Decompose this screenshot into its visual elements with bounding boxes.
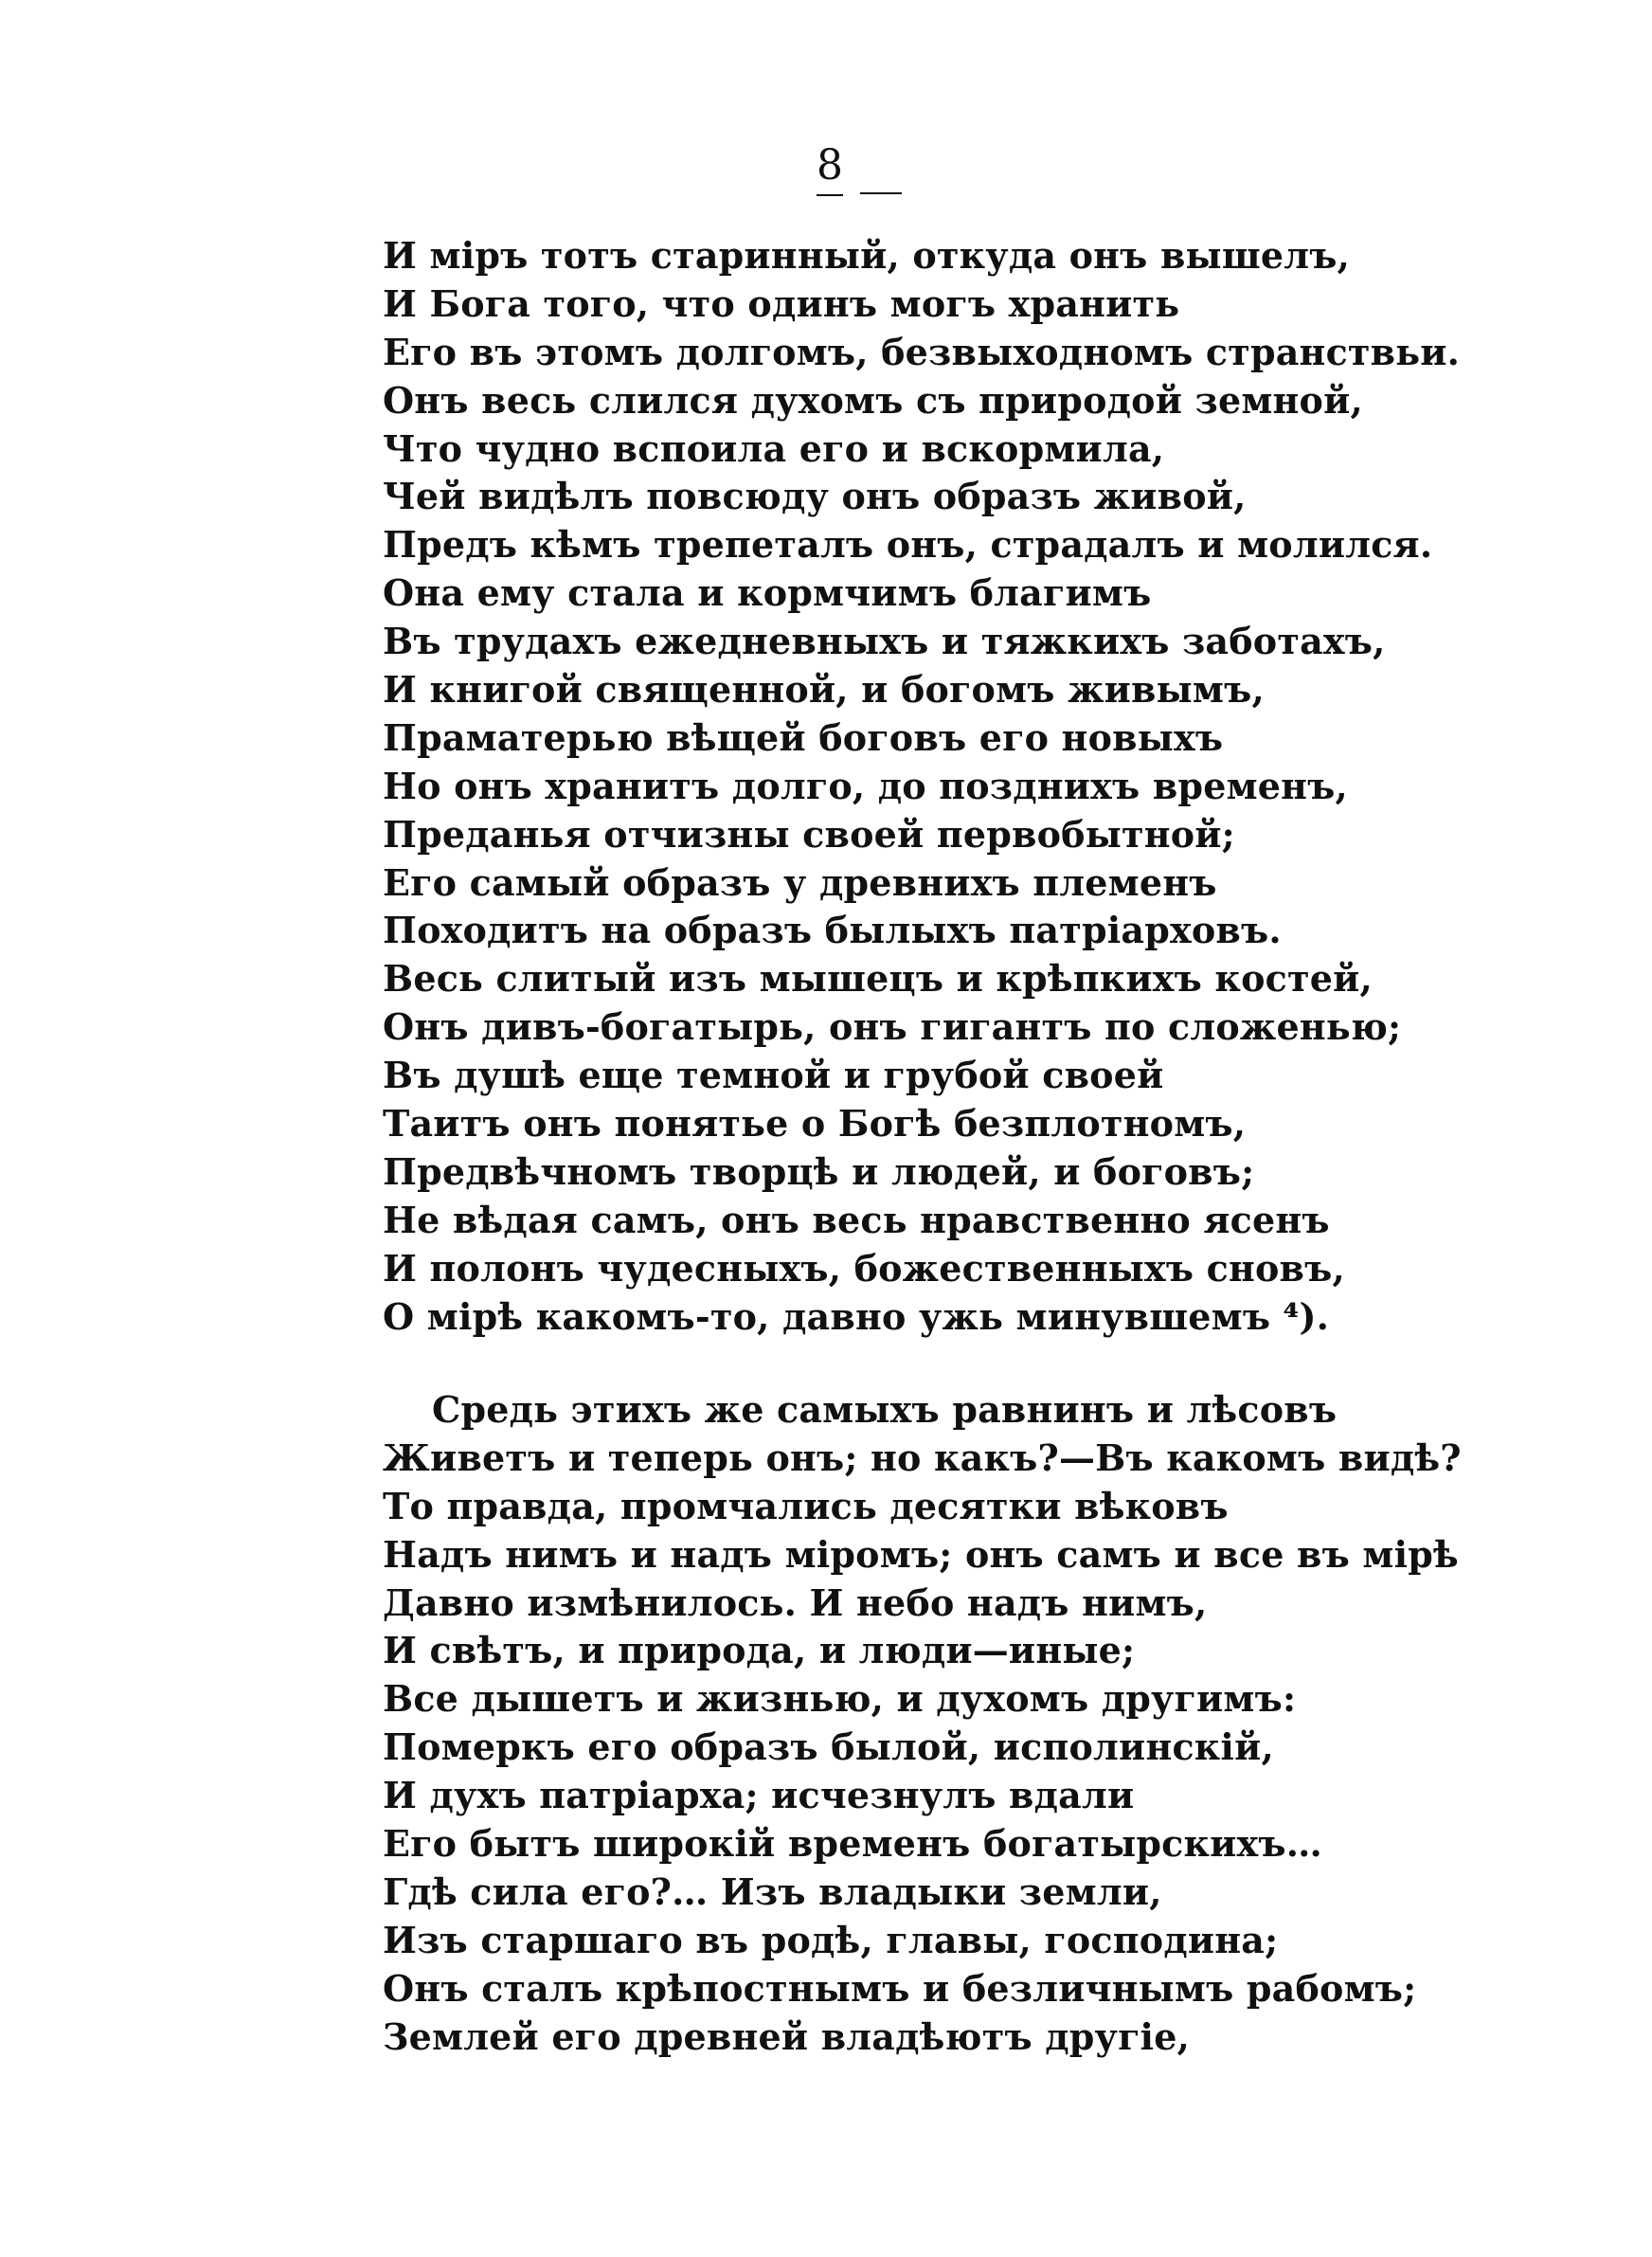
- poem-line: Изъ старшаго въ родѣ, главы, господина;: [383, 1918, 1279, 1961]
- poem-line: Преданья отчизны своей первобытной;: [383, 812, 1235, 856]
- poem-line: Въ душѣ еще темной и грубой своей: [383, 1054, 1164, 1097]
- poem-line: Его въ этомъ долгомъ, безвыходномъ странствьи.: [383, 330, 1461, 373]
- poem-line: И свѣтъ, и природа, и люди—иные;: [383, 1629, 1136, 1672]
- poem-line: Предъ кѣмъ трепеталъ онъ, страдалъ и молился.: [383, 523, 1433, 567]
- poem-line: Весь слитый изъ мышецъ и крѣпкихъ костей,: [383, 957, 1373, 1001]
- poem-line: Все дышетъ и жизнью, и духомъ другимъ:: [383, 1677, 1297, 1721]
- poem-line: Гдѣ сила его?… Изъ владыки земли,: [383, 1869, 1162, 1913]
- poem-line: Его бытъ широкій временъ богатырскихъ…: [383, 1822, 1322, 1866]
- poem-line: Надъ нимъ и надъ міромъ; онъ самъ и все въ мірѣ: [383, 1532, 1459, 1576]
- poem-line: Праматерью вѣщей боговъ его новыхъ: [383, 715, 1224, 759]
- poem-line: Давно измѣнилось. И небо надъ нимъ,: [383, 1580, 1208, 1624]
- page-number-dash: [860, 192, 902, 194]
- poem-line: И Бога того, что одинъ могъ хранить: [383, 281, 1180, 325]
- poem-line: Предвѣчномъ творцѣ и людей, и боговъ;: [383, 1149, 1255, 1193]
- poem-line: И книгой священной, и богомъ живымъ,: [383, 668, 1265, 712]
- poem-line: Его самый образъ у древнихъ племенъ: [383, 860, 1217, 904]
- poem-line: То правда, промчались десятки вѣковъ: [383, 1484, 1229, 1527]
- page-number: 8: [817, 141, 844, 190]
- page-number-underline: [817, 194, 843, 196]
- poem-line: И міръ тотъ старинный, откуда онъ вышелъ,: [383, 234, 1351, 277]
- poem-line: Онъ весь слился духомъ съ природой земной,: [383, 378, 1363, 422]
- poem-stanza-1: [383, 232, 1461, 1341]
- poem-line: Чей видѣлъ повсюду онъ образъ живой,: [383, 475, 1247, 518]
- poem-line: Но онъ хранитъ долго, до позднихъ временъ,: [383, 764, 1348, 807]
- poem-line: И духъ патріарха; исчезнулъ вдали: [383, 1774, 1135, 1817]
- poem-line: Она ему стала и кормчимъ благимъ: [383, 571, 1152, 615]
- poem-line: Средь этихъ же самыхъ равнинъ и лѣсовъ: [432, 1388, 1338, 1431]
- poem-line: Что чудно вспоила его и вскормила,: [383, 426, 1165, 470]
- poem-line: И полонъ чудесныхъ, божественныхъ сновъ,: [383, 1246, 1345, 1290]
- poem-line: Землей его древней владѣютъ другіе,: [383, 2014, 1190, 2058]
- poem-line: Въ трудахъ ежедневныхъ и тяжкихъ заботахъ,: [383, 620, 1386, 663]
- poem-line: Живетъ и теперь онъ; но какъ?—Въ какомъ видѣ?: [383, 1435, 1462, 1479]
- poem-line: Онъ дивъ-богатырь, онъ гигантъ по сложенью;: [383, 1005, 1402, 1049]
- poem-line: Таитъ онъ понятье о Богѣ безплотномъ,: [383, 1102, 1247, 1146]
- poem-stanza-2: [383, 1386, 1462, 2061]
- poem-line: Онъ сталъ крѣпостнымъ и безличнымъ рабомъ;: [383, 1966, 1417, 2010]
- poem-line: Походитъ на образъ былыхъ патріарховъ.: [383, 909, 1282, 952]
- poem-line: О мірѣ какомъ-то, давно ужь минувшемъ ⁴).: [383, 1294, 1330, 1338]
- poem-line: Померкъ его образъ былой, исполинскій,: [383, 1725, 1274, 1769]
- poem-line: Не вѣдая самъ, онъ весь нравственно ясенъ: [383, 1198, 1330, 1241]
